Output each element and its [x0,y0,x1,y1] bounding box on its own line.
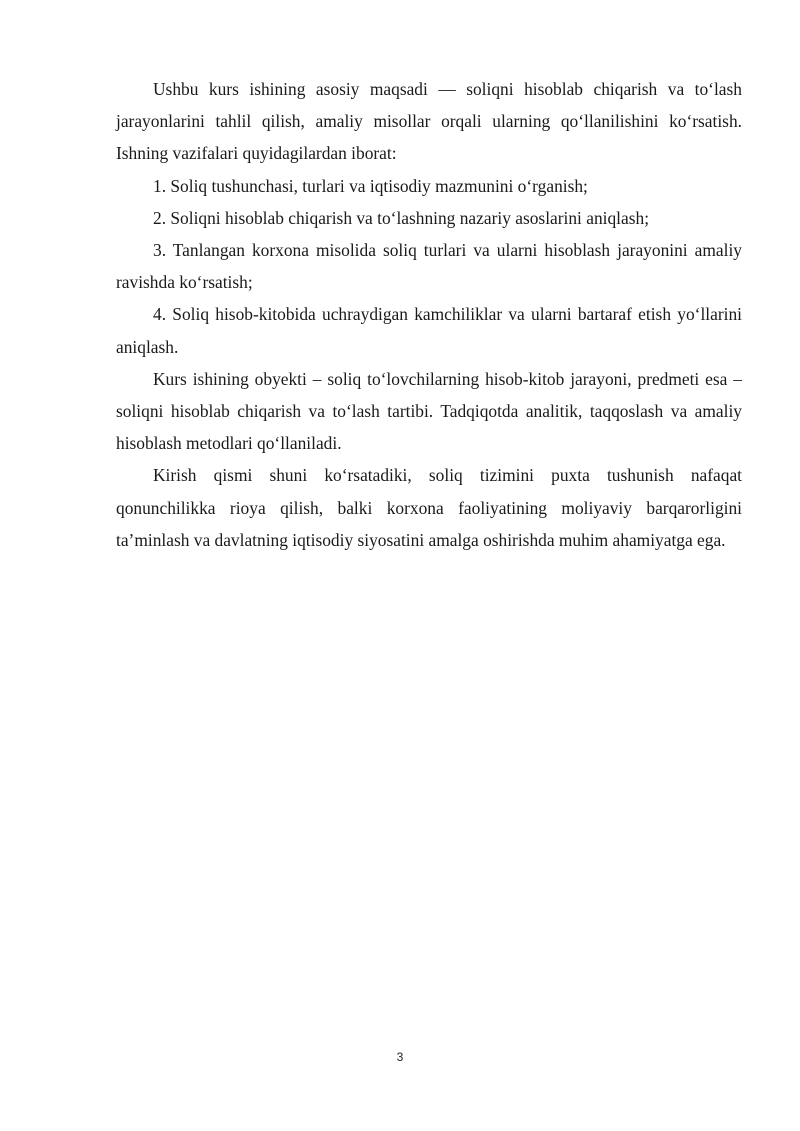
paragraph-goal: Ushbu kurs ishining asosiy maqsadi — soliqni hisoblab chiqarish va to‘lash jarayonlarini tahlil qilish, amaliy misollar orqali ularning qo‘llanilishini ko‘rsatish. Ishning vazifalari quyidagilardan iborat: [116,79,742,164]
page-number: 3 [396,1050,404,1064]
page-body [116,73,742,556]
task-item-1: 1. Soliq tushunchasi, turlari va iqtisodiy mazmunini o‘rganish; [153,175,588,196]
task-item-2: 2. Soliqni hisoblab chiqarish va to‘lashning nazariy asoslarini aniqlash; [153,207,650,228]
task-item-3: 3. Tanlangan korxona misolida soliq turlari va ularni hisoblash jarayonini amaliy ravishda ko‘rsatish; [116,240,742,293]
paragraph-object-subject: Kurs ishining obyekti – soliq to‘lovchilarning hisob-kitob jarayoni, predmeti esa – soliqni hisoblab chiqarish va to‘lash tartibi. Tadqiqotda analitik, taqqoslash va amaliy hisoblash metodlari qo‘llaniladi. [116,368,742,454]
task-item-4: 4. Soliq hisob-kitobida uchraydigan kamchiliklar va ularni bartaraf etish yo‘llarini aniqlash. [116,304,742,357]
paragraph-conclusion: Kirish qismi shuni ko‘rsatadiki, soliq tizimini puxta tushunish nafaqat qonunchilikka rioya qilish, balki korxona faoliyatining moliyaviy barqarorligini ta’minlash va davlatning iqtisodiy siyosatini amalga oshirishda muhim ahamiyatga ega. [116,465,742,550]
